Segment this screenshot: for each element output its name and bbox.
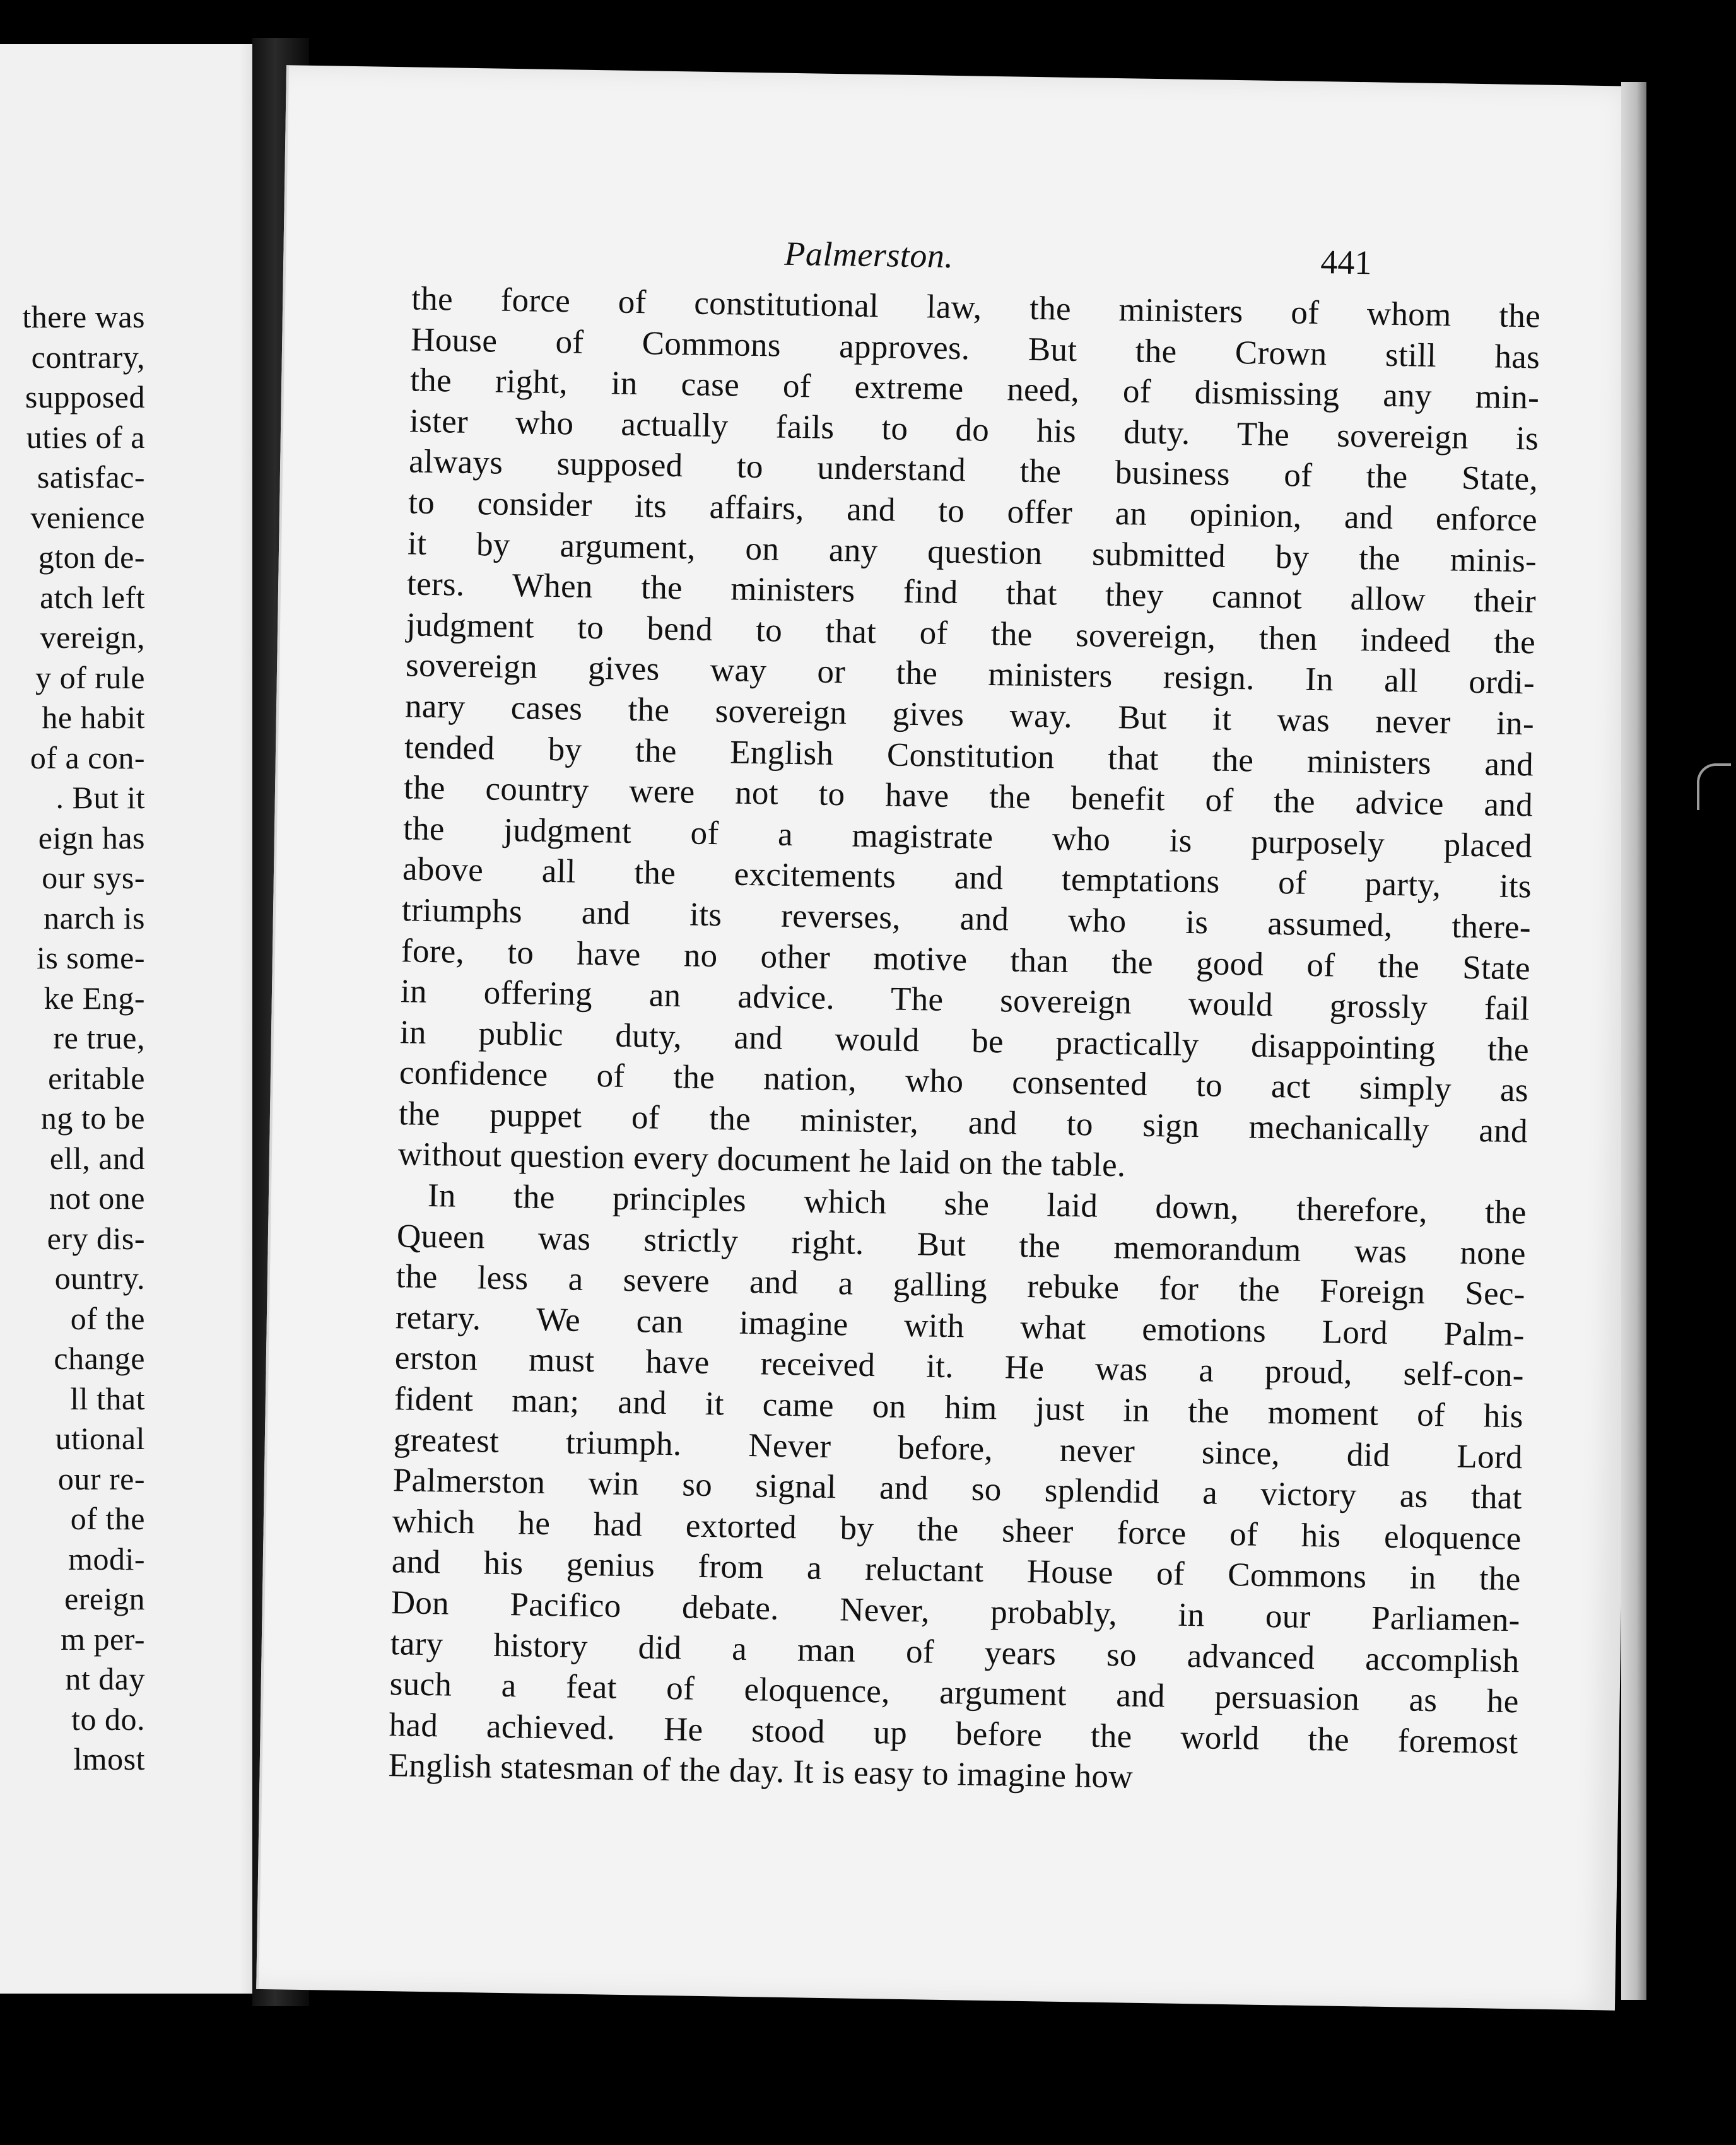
left-page-line: lmost xyxy=(73,1741,145,1777)
body-text xyxy=(388,278,1540,1804)
body-line: above all the excitements and temptations of party, its xyxy=(402,850,1532,905)
body-line: House of Commons approves. But the Crown still has xyxy=(410,321,1540,376)
left-page-line: contrary, xyxy=(31,339,145,375)
left-page-line: utional xyxy=(55,1421,145,1456)
left-page-line: ery dis- xyxy=(47,1220,145,1256)
body-line: in offering an advice. The sovereign would grossly fail xyxy=(400,973,1530,1028)
left-page-line: ell, and xyxy=(49,1140,145,1176)
body-line: it by argument, on any question submitted by the minis- xyxy=(407,524,1537,580)
body-line: always supposed to understand the business of the State, xyxy=(408,443,1539,498)
left-page-line: ll that xyxy=(70,1380,145,1416)
left-page-line: our re- xyxy=(57,1460,145,1496)
body-line: tary history did a man of years so advanced accomplish xyxy=(390,1625,1520,1679)
body-line: the less a severe and a galling rebuke for the Foreign Sec- xyxy=(396,1258,1526,1313)
left-page-line: there was xyxy=(22,299,145,334)
left-page-line: eign has xyxy=(38,820,145,855)
left-page-line: modi- xyxy=(68,1541,145,1577)
left-page-line: narch is xyxy=(44,900,145,936)
left-page-line: change xyxy=(54,1341,145,1376)
body-line: triumphs and its reverses, and who is assumed, there- xyxy=(401,891,1532,946)
body-line: Queen was strictly right. But the memorandum was none xyxy=(396,1217,1527,1272)
left-page-line: our sys- xyxy=(42,860,145,895)
left-page-line: ereign xyxy=(64,1581,145,1616)
body-line: nary cases the sovereign gives way. But it was never in- xyxy=(404,688,1535,743)
left-page-line: re true, xyxy=(53,1020,145,1055)
left-page-line: eritable xyxy=(48,1060,145,1096)
page-edge xyxy=(1621,82,1646,2000)
body-line: such a feat of eloquence, argument and persuasion as he xyxy=(389,1666,1520,1720)
left-page-line: uties of a xyxy=(26,419,145,455)
body-line: ters. When the ministers find that they cannot allow their xyxy=(406,565,1537,620)
body-line: greatest triumph. Never before, never since, did Lord xyxy=(393,1421,1523,1476)
left-page-line: of a con- xyxy=(30,739,145,775)
left-page-line: m per- xyxy=(61,1621,145,1657)
body-line: in public duty, and would be practically disappointing the xyxy=(399,1013,1530,1069)
body-line: In the principles which she laid down, therefore, the xyxy=(427,1177,1527,1231)
left-page-line: . But it xyxy=(56,780,145,815)
left-page-line: ng to be xyxy=(40,1100,145,1136)
body-line: ister who actually fails to do his duty. The sovereign is xyxy=(409,403,1539,457)
body-line: fident man; and it came on him just in the moment of his xyxy=(394,1380,1524,1435)
body-line: and his genius from a reluctant House of Commons in the xyxy=(391,1543,1522,1598)
body-line: erston must have received it. He was a proud, self-con- xyxy=(394,1339,1525,1394)
left-page-line: venience xyxy=(30,499,145,535)
body-line: to consider its affairs, and to offer an opinion, and enforce xyxy=(408,484,1538,539)
body-line: the puppet of the minister, and to sign mechanically and xyxy=(398,1095,1528,1150)
left-page-line: y of rule xyxy=(35,659,145,695)
body-line: tended by the English Constitution that the ministers and xyxy=(404,728,1534,783)
body-line: judgment to bend to that of the sovereign, then indeed the xyxy=(406,606,1536,661)
left-page-line: he habit xyxy=(42,700,145,735)
page-number: 441 xyxy=(1320,243,1372,282)
left-page-line: gton de- xyxy=(38,539,145,575)
left-page-line: vereign, xyxy=(40,620,145,655)
left-page-line: ountry. xyxy=(54,1261,145,1296)
body-line: fore, to have no other motive than the good of the State xyxy=(401,932,1531,987)
body-line: the force of constitutional law, the ministers of whom the xyxy=(411,280,1541,335)
left-page-line: nt day xyxy=(65,1661,145,1696)
left-page-line: supposed xyxy=(25,379,145,414)
left-page-line: not one xyxy=(49,1180,145,1216)
body-line: the country were not to have the benefit of the advice and xyxy=(403,769,1534,824)
left-page-line: satisfac- xyxy=(37,459,145,495)
body-line: English statesman of the day. It is easy to imagine how xyxy=(388,1747,1134,1796)
body-line: retary. We can imagine with what emotions Lord Palm- xyxy=(395,1299,1525,1354)
body-line: which he had extorted by the sheer force of his eloquence xyxy=(392,1503,1522,1558)
left-page-line: of the xyxy=(70,1501,145,1536)
body-line: Palmerston win so signal and so splendid a victory as that xyxy=(392,1462,1523,1517)
left-page-line: atch left xyxy=(40,579,145,615)
body-line: confidence of the nation, who consented to act simply as xyxy=(399,1054,1529,1109)
running-head: Palmerston. xyxy=(784,234,954,275)
body-line: the judgment of a magistrate who is purposely placed xyxy=(402,810,1533,865)
right-page xyxy=(256,65,1645,2010)
left-page-line: of the xyxy=(70,1300,145,1336)
left-page-line: to do. xyxy=(71,1701,145,1737)
left-page-line: is some- xyxy=(36,940,145,975)
body-line: sovereign gives way or the ministers resign. In all ordi- xyxy=(405,647,1535,702)
left-facing-page xyxy=(0,44,269,1994)
body-line: Don Pacifico debate. Never, probably, in our Parliamen- xyxy=(390,1584,1521,1639)
body-line: had achieved. He stood up before the world the foremost xyxy=(389,1706,1519,1761)
body-line: the right, in case of extreme need, of dismissing any min- xyxy=(409,361,1540,416)
clip-mark xyxy=(1697,763,1731,810)
body-line: without question every document he laid on the table. xyxy=(397,1136,1126,1184)
left-page-line: ke Eng- xyxy=(44,980,145,1016)
